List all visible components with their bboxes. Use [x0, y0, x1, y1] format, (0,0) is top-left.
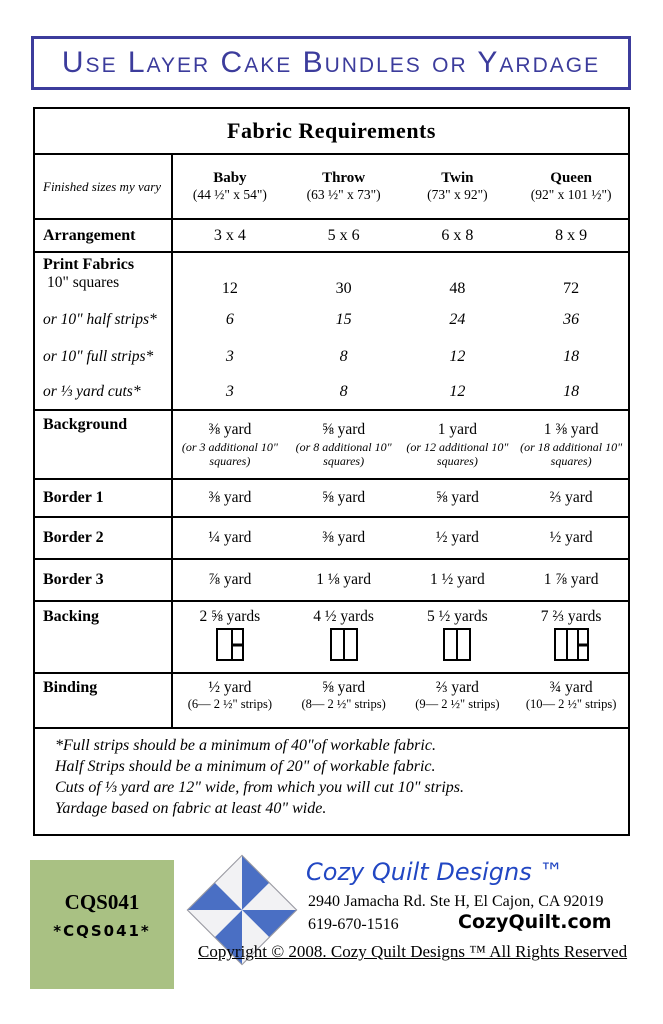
column-header-baby: Baby (44 ½" x 54") — [192, 170, 267, 202]
table-cell: 72 — [563, 280, 580, 297]
table-footnotes — [35, 729, 628, 834]
product-code-box — [30, 860, 174, 989]
website-wordmark: CozyQuilt.com — [458, 911, 612, 933]
row-label: Border 3 — [35, 560, 173, 600]
table-cell: 1 ½ yard — [430, 571, 485, 588]
column-header-queen: Queen (92" x 101 ½") — [530, 170, 612, 202]
row-label: Backing — [35, 602, 173, 672]
border1-row — [35, 480, 628, 518]
table-cell: ⅝ yard — [322, 489, 366, 506]
table-cell: ⅝ yard (or 8 additional 10" squares) — [295, 420, 392, 468]
column-header-throw: Throw (63 ½" x 73") — [306, 170, 381, 202]
table-cell: 12 — [449, 383, 466, 400]
table-cell: 8 — [339, 383, 348, 400]
backing-layout-diagram — [330, 628, 358, 661]
table-cell: ½ yard — [549, 529, 593, 546]
table-cell: 1 ⅞ yard — [543, 571, 599, 588]
row-label: Background — [35, 411, 173, 478]
table-cell: ½ yard (6— 2 ½" strips) — [187, 679, 272, 711]
table-cell: 15 — [335, 311, 352, 328]
border2-row — [35, 518, 628, 560]
border3-row — [35, 560, 628, 602]
table-cell: 36 — [563, 311, 580, 328]
banner-title: Use Layer Cake Bundles or Yardage — [61, 46, 601, 79]
barcode-text: *CQS041* — [53, 922, 151, 940]
backing-layout-diagram — [443, 628, 471, 661]
phone-number: 619-670-1516 — [308, 916, 399, 933]
table-cell: ⅜ yard (or 3 additional 10" squares) — [181, 420, 278, 468]
table-cell: 4 ½ yards — [287, 602, 401, 672]
table-cell: 6 — [225, 311, 234, 328]
table-cell: 12 — [221, 280, 238, 297]
address-line: 2940 Jamacha Rd. Ste H, El Cajon, CA 92019 — [308, 893, 604, 910]
print-fabrics-row — [35, 253, 628, 411]
banner-box — [31, 36, 631, 90]
table-cell: ½ yard — [435, 529, 479, 546]
table-title: Fabric Requirements — [35, 109, 628, 155]
table-cell: 1 yard (or 12 additional 10" squares) — [406, 420, 509, 468]
table-cell: ⅝ yard — [435, 489, 479, 506]
footnote-line: *Full strips should be a minimum of 40"of workable fabric. — [55, 737, 436, 754]
row-label: Arrangement — [35, 220, 173, 251]
table-cell: ⅜ yard — [208, 489, 252, 506]
table-cell: 1 ⅜ yard (or 18 additional 10" squares) — [520, 420, 623, 468]
table-cell: ⅜ yard — [322, 529, 366, 546]
table-cell: 12 — [449, 348, 466, 365]
footnote-line: Cuts of ⅓ yard are 12" wide, from which you will cut 10" strips. — [55, 779, 464, 797]
backing-layout-diagram — [554, 628, 589, 661]
row-label: Binding — [35, 674, 173, 727]
table-cell: 3 — [225, 348, 234, 365]
background-row — [35, 411, 628, 480]
row-label: or ⅓ yard cuts* — [35, 375, 173, 409]
corner-note: Finished sizes my vary — [35, 155, 173, 218]
arrangement-row — [35, 220, 628, 253]
row-label: Print Fabrics 10" squares — [35, 253, 173, 301]
table-cell: 48 — [449, 280, 466, 297]
table-cell: 2 ⅝ yards — [173, 602, 287, 672]
table-cell: 5 x 6 — [327, 226, 360, 244]
table-cell: 7 ⅔ yards — [514, 602, 628, 672]
table-cell: 24 — [449, 311, 466, 328]
table-cell: ⅔ yard — [549, 489, 593, 506]
footnote-line: Half Strips should be a minimum of 20" of workable fabric. — [55, 758, 436, 776]
footnote-line: Yardage based on fabric at least 40" wide. — [55, 800, 327, 818]
fabric-requirements-table — [33, 107, 630, 836]
table-cell: ⅔ yard (9— 2 ½" strips) — [415, 679, 500, 711]
table-cell: 30 — [335, 280, 352, 297]
backing-row — [35, 602, 628, 674]
table-cell: ⅞ yard — [208, 571, 252, 588]
table-cell: 3 x 4 — [213, 226, 246, 244]
copyright-line: Copyright © 2008. Cozy Quilt Designs ™ All Rights Reserved — [198, 942, 628, 961]
table-cell: 8 x 9 — [555, 226, 588, 244]
table-header-row — [35, 155, 628, 220]
backing-layout-diagram — [216, 628, 244, 661]
table-cell: 6 x 8 — [441, 226, 474, 244]
binding-row — [35, 674, 628, 729]
table-cell: 18 — [563, 348, 580, 365]
row-label: Border 1 — [35, 480, 173, 516]
table-cell: 1 ⅛ yard — [316, 571, 371, 588]
column-header-twin: Twin (73" x 92") — [427, 170, 488, 202]
row-label: Border 2 — [35, 518, 173, 558]
table-cell: 18 — [563, 383, 580, 400]
product-code: CQS041 — [64, 890, 140, 914]
brand-wordmark: Cozy Quilt Designs ™ — [306, 858, 564, 886]
table-cell: ⅝ yard (8— 2 ½" strips) — [301, 679, 386, 711]
row-label: or 10" half strips* — [35, 301, 173, 339]
table-cell: 3 — [225, 383, 234, 400]
row-label: or 10" full strips* — [35, 339, 173, 375]
table-cell: ¼ yard — [208, 529, 252, 546]
table-cell: 5 ½ yards — [401, 602, 515, 672]
table-cell: ¾ yard (10— 2 ½" strips) — [525, 679, 617, 711]
table-cell: 8 — [339, 348, 348, 365]
